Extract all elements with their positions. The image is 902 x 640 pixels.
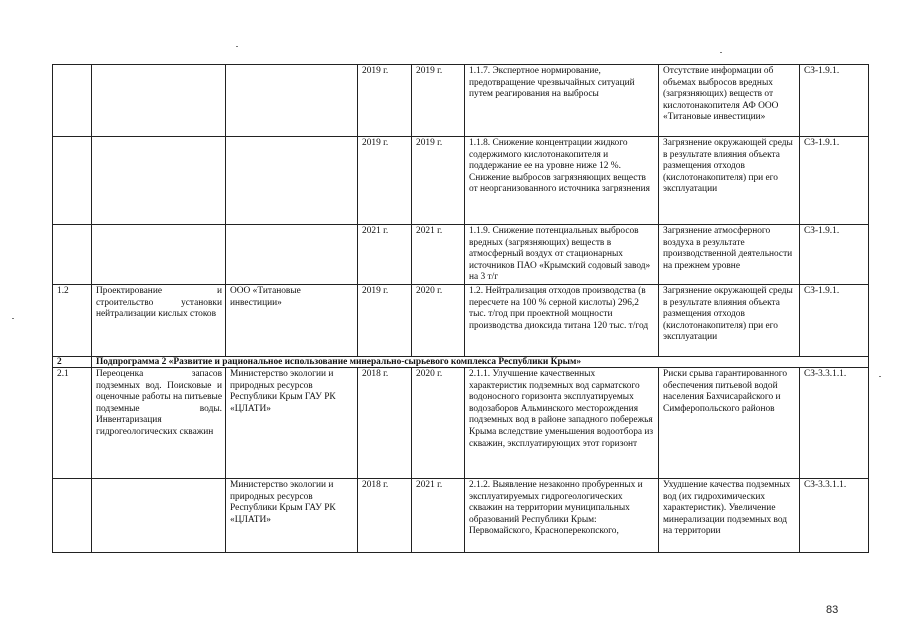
subprogram-number: 2 bbox=[53, 357, 92, 368]
table-row bbox=[53, 479, 869, 553]
start-year-cell: 2019 г. bbox=[358, 137, 412, 225]
scan-speck bbox=[236, 46, 238, 47]
end-year-cell: 2019 г. bbox=[412, 65, 465, 137]
activity-cell bbox=[92, 479, 226, 553]
end-year-cell: 2020 г. bbox=[412, 368, 465, 479]
start-year-cell: 2019 г. bbox=[358, 65, 412, 137]
result-cell: 1.2. Нейтрализация отходов производства (в пересчете на 100 % серной кислоты) 296,2 тыс. т/год при проектной мощности производства диоксида титана 120 тыс. т/год bbox=[465, 285, 659, 357]
consequence-cell: Загрязнение окружающей среды в результате влияния объекта размещения отходов (кислотонакопителя) при его эксплуатации bbox=[659, 285, 800, 357]
row-number bbox=[53, 479, 92, 553]
start-year-cell: 2019 г. bbox=[358, 285, 412, 357]
link-code-cell: СЗ-3.3.1.1. bbox=[800, 479, 869, 553]
start-year-cell: 2018 г. bbox=[358, 479, 412, 553]
link-code-cell: СЗ-1.9.1. bbox=[800, 137, 869, 225]
executor-cell bbox=[226, 137, 358, 225]
activity-cell: Переоценка запасов подземных вод. Поисковые и оценочные работы на питьевые подземные воды. Инвентаризация гидрогеологических скважин bbox=[92, 368, 226, 479]
result-cell: 2.1.2. Выявление незаконно пробуренных и эксплуатируемых гидрогеологических скважин на территории муниципальных образований Республики Крым: Первомайского, Красноперекопского, bbox=[465, 479, 659, 553]
end-year-cell: 2020 г. bbox=[412, 285, 465, 357]
end-year-cell: 2021 г. bbox=[412, 225, 465, 285]
result-cell: 1.1.9. Снижение потенциальных выбросов вредных (загрязняющих) веществ в атмосферный воздух от стационарных источников ПАО «Крымский содовый завод» на 3 т/г bbox=[465, 225, 659, 285]
start-year-cell: 2018 г. bbox=[358, 368, 412, 479]
result-cell: 2.1.1. Улучшение качественных характеристик подземных вод сарматского водоносного горизонта эксплуатируемых водозаборов Альминского месторождения подземных вод в районе западного побережья Крыма вследствие уменьшения водоотбора из скважин, эксплуатирующих этот горизонт bbox=[465, 368, 659, 479]
result-cell: 1.1.8. Снижение концентрации жидкого содержимого кислотонакопителя и поддержание ее на уровне ниже 12 %. Снижение выбросов загрязняющих веществ от неорганизованного источника загрязнения bbox=[465, 137, 659, 225]
executor-cell bbox=[226, 65, 358, 137]
executor-cell bbox=[226, 225, 358, 285]
link-code-cell: СЗ-1.9.1. bbox=[800, 65, 869, 137]
result-cell: 1.1.7. Экспертное нормирование, предотвращение чрезвычайных ситуаций путем реагирования на выбросы bbox=[465, 65, 659, 137]
activity-cell bbox=[92, 65, 226, 137]
activity-cell: Проектирование и строительство установки нейтрализации кислых стоков bbox=[92, 285, 226, 357]
table-row bbox=[53, 225, 869, 285]
consequence-cell: Отсутствие информации об объемах выбросов вредных (загрязняющих) веществ от кислотонакопителя АФ ООО «Титановые инвестиции» bbox=[659, 65, 800, 137]
program-table bbox=[52, 64, 869, 553]
page-number: 83 bbox=[826, 604, 839, 616]
table-row bbox=[53, 137, 869, 225]
subprogram-title: Подпрограмма 2 «Развитие и рациональное использование минерально-сырьевого комплекса Республики Крым» bbox=[92, 357, 869, 368]
row-number bbox=[53, 137, 92, 225]
table-row bbox=[53, 285, 869, 357]
scan-speck bbox=[720, 52, 722, 53]
row-number: 2.1 bbox=[53, 368, 92, 479]
end-year-cell: 2019 г. bbox=[412, 137, 465, 225]
row-number bbox=[53, 65, 92, 137]
executor-cell: Министерство экологии и природных ресурсов Республики Крым ГАУ РК «ЦЛАТИ» bbox=[226, 479, 358, 553]
executor-cell: Министерство экологии и природных ресурсов Республики Крым ГАУ РК «ЦЛАТИ» bbox=[226, 368, 358, 479]
subprogram-row bbox=[53, 357, 869, 368]
table-row bbox=[53, 65, 869, 137]
link-code-cell: СЗ-3.3.1.1. bbox=[800, 368, 869, 479]
row-number: 1.2 bbox=[53, 285, 92, 357]
consequence-cell: Ухудшение качества подземных вод (их гидрохимических характеристик). Увеличение минерализации подземных вод на территории bbox=[659, 479, 800, 553]
scan-speck bbox=[879, 376, 881, 377]
table-row bbox=[53, 368, 869, 479]
link-code-cell: СЗ-1.9.1. bbox=[800, 285, 869, 357]
link-code-cell: СЗ-1.9.1. bbox=[800, 225, 869, 285]
activity-cell bbox=[92, 225, 226, 285]
executor-cell: ООО «Титановые инвестиции» bbox=[226, 285, 358, 357]
scan-speck bbox=[12, 318, 14, 319]
end-year-cell: 2021 г. bbox=[412, 479, 465, 553]
consequence-cell: Загрязнение окружающей среды в результате влияния объекта размещения отходов (кислотонакопителя) при его эксплуатации bbox=[659, 137, 800, 225]
start-year-cell: 2021 г. bbox=[358, 225, 412, 285]
row-number bbox=[53, 225, 92, 285]
activity-cell bbox=[92, 137, 226, 225]
consequence-cell: Загрязнение атмосферного воздуха в результате производственной деятельности на прежнем уровне bbox=[659, 225, 800, 285]
consequence-cell: Риски срыва гарантированного обеспечения питьевой водой населения Бахчисарайского и Симферопольского районов bbox=[659, 368, 800, 479]
